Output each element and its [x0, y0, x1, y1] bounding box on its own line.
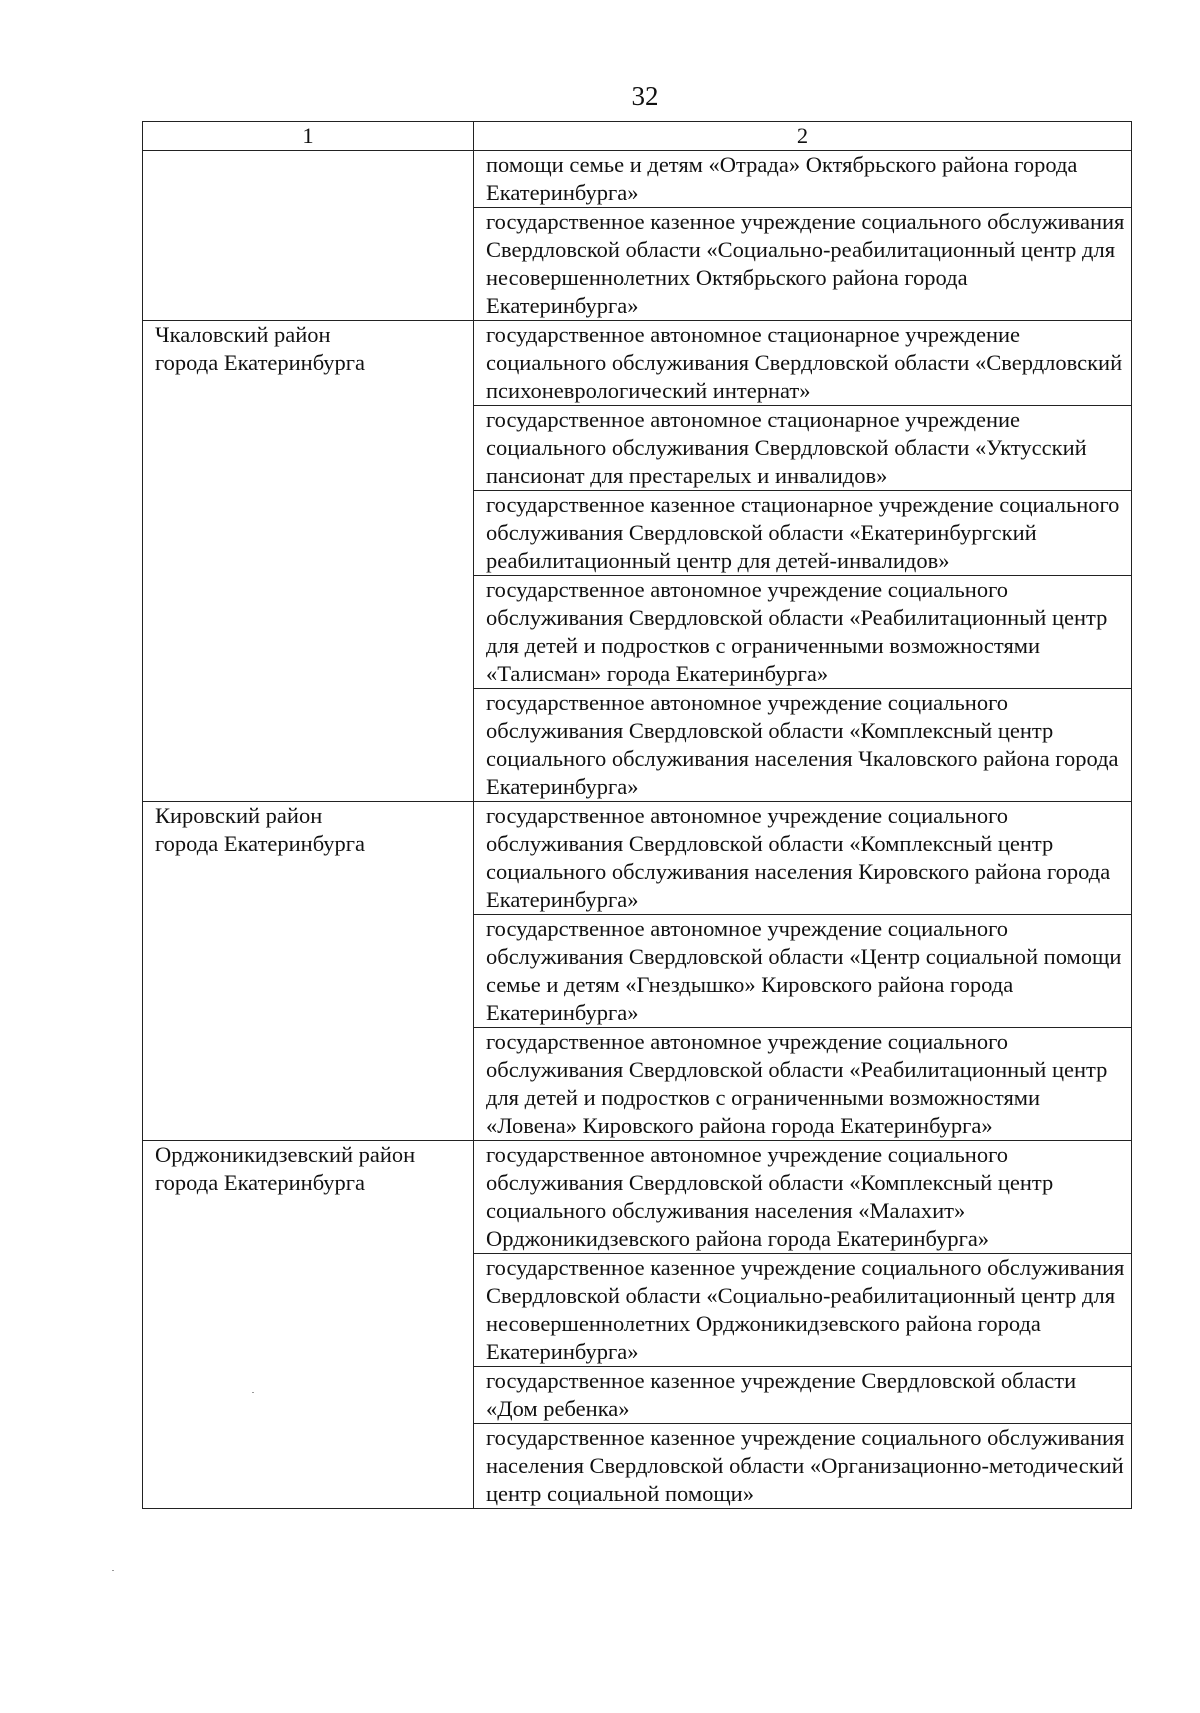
- table-row: [143, 151, 1132, 208]
- district-cell: [143, 208, 474, 321]
- district-cell: [143, 406, 474, 491]
- institution-cell: государственное автономное учреждение социального обслуживания Свердловской области «Комплексный центр социального обслуживания населения «Малахит» Орджоникидзевского района города Екатеринбурга»: [474, 1141, 1132, 1254]
- institution-cell: государственное казенное учреждение социального обслуживания Свердловской области «Социально-реабилитационный центр для несовершеннолетних Октябрьского района города Екатеринбурга»: [474, 208, 1132, 321]
- institution-cell: государственное автономное учреждение социального обслуживания Свердловской области «Центр социальной помощи семье и детям «Гнездышко» Кировского района города Екатеринбурга»: [474, 915, 1132, 1028]
- district-cell: [143, 1028, 474, 1141]
- district-cell-ordzhonikidzevsky: [143, 1141, 474, 1254]
- district-cell: [143, 1424, 474, 1509]
- institution-cell: государственное казенное стационарное учреждение социального обслуживания Свердловской области «Екатеринбургский реабилитационный центр для детей-инвалидов»: [474, 491, 1132, 576]
- table-row: [143, 689, 1132, 802]
- table-row: [143, 802, 1132, 915]
- scan-speck: [112, 1570, 114, 1571]
- district-cell: [143, 491, 474, 576]
- district-city: города Екатеринбурга: [155, 1170, 366, 1195]
- table-header-row: [143, 122, 1132, 151]
- institution-cell: государственное автономное стационарное учреждение социального обслуживания Свердловской области «Уктусский пансионат для престарелых и инвалидов»: [474, 406, 1132, 491]
- institutions-table: [142, 121, 1132, 1509]
- institution-cell: государственное казенное учреждение социального обслуживания Свердловской области «Социально-реабилитационный центр для несовершеннолетних Орджоникидзевского района города Екатеринбурга»: [474, 1254, 1132, 1367]
- table-row: [143, 1028, 1132, 1141]
- district-name: Кировский район: [155, 803, 323, 828]
- institution-cell: государственное автономное стационарное учреждение социального обслуживания Свердловской области «Свердловский психоневрологический интернат»: [474, 321, 1132, 406]
- district-cell: [143, 576, 474, 689]
- scan-speck: [252, 1392, 254, 1393]
- district-city: города Екатеринбурга: [155, 831, 366, 856]
- district-city: города Екатеринбурга: [155, 350, 366, 375]
- table-row: [143, 1424, 1132, 1509]
- column-header-1: 1: [143, 122, 474, 151]
- district-cell: [143, 1367, 474, 1424]
- district-cell-kirovsky: [143, 802, 474, 915]
- table-row: [143, 208, 1132, 321]
- district-cell-chkalovsky: [143, 321, 474, 406]
- institution-cell: государственное автономное учреждение социального обслуживания Свердловской области «Комплексный центр социального обслуживания населения Чкаловского района города Екатеринбурга»: [474, 689, 1132, 802]
- institution-cell: государственное автономное учреждение социального обслуживания Свердловской области «Реабилитационный центр для детей и подростков с ограниченными возможностями «Талисман» города Екатеринбурга»: [474, 576, 1132, 689]
- district-cell: [143, 689, 474, 802]
- institution-cell: помощи семье и детям «Отрада» Октябрьского района города Екатеринбурга»: [474, 151, 1132, 208]
- district-cell: [143, 151, 474, 208]
- table-row: [143, 915, 1132, 1028]
- district-name: Орджоникидзевский район: [155, 1142, 416, 1167]
- institution-cell: государственное автономное учреждение социального обслуживания Свердловской области «Комплексный центр социального обслуживания населения Кировского района города Екатеринбурга»: [474, 802, 1132, 915]
- table-row: [143, 491, 1132, 576]
- institution-cell: государственное автономное учреждение социального обслуживания Свердловской области «Реабилитационный центр для детей и подростков с ограниченными возможностями «Ловена» Кировского района города Екатеринбурга»: [474, 1028, 1132, 1141]
- table-row: [143, 576, 1132, 689]
- institution-cell: государственное казенное учреждение Свердловской области «Дом ребенка»: [474, 1367, 1132, 1424]
- table-row: [143, 1254, 1132, 1367]
- institution-cell: государственное казенное учреждение социального обслуживания населения Свердловской области «Организационно-методический центр социальной помощи»: [474, 1424, 1132, 1509]
- table-row: [143, 321, 1132, 406]
- district-cell: [143, 915, 474, 1028]
- column-header-2: 2: [474, 122, 1132, 151]
- table-row: [143, 406, 1132, 491]
- table-row: [143, 1141, 1132, 1254]
- district-name: Чкаловский район: [155, 322, 331, 347]
- district-cell: [143, 1254, 474, 1367]
- page-number: 32: [631, 81, 659, 111]
- table-row: [143, 1367, 1132, 1424]
